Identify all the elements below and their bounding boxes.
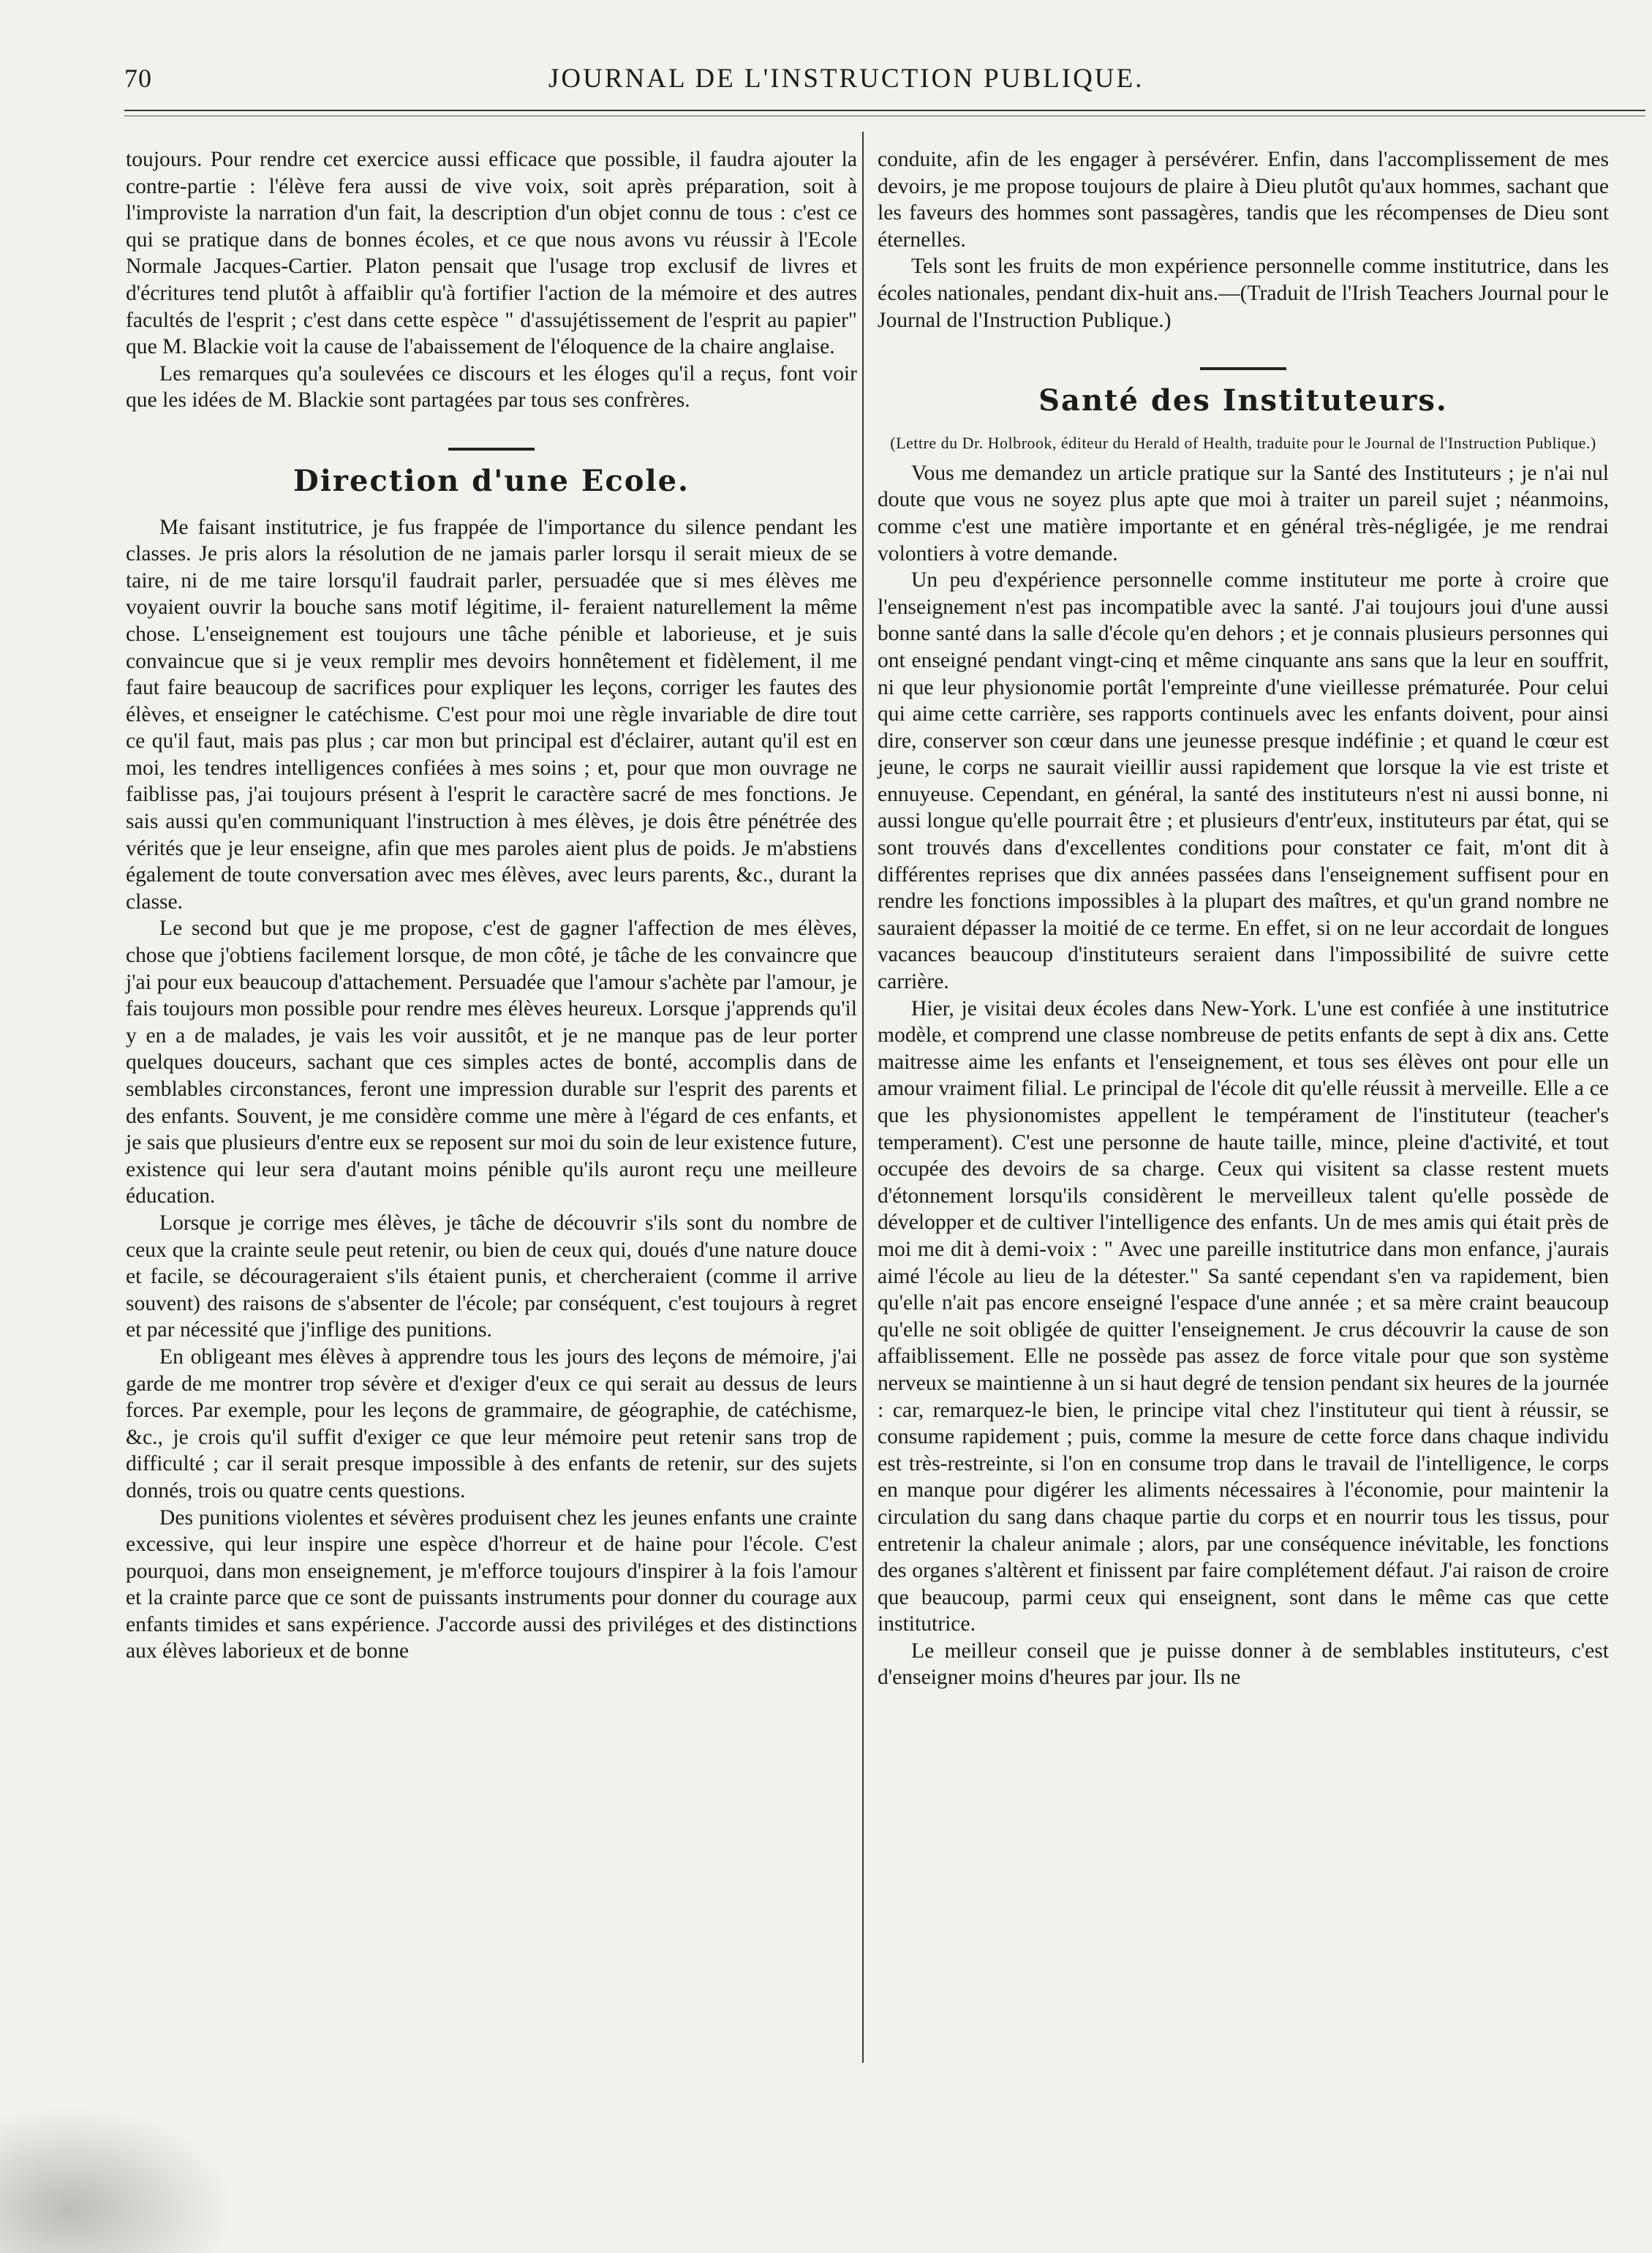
running-title: JOURNAL DE L'INSTRUCTION PUBLIQUE.: [548, 64, 1144, 94]
paragraph: conduite, afin de les engager à persévérer. Enfin, dans l'accomplissement de mes devoirs, je me propose toujours de plaire à Dieu plutôt qu'aux hommes, sachant que les faveurs des hommes sont passagères, tandis que les récompenses de Dieu sont éternelles.: [878, 148, 1609, 252]
page-number: 70: [124, 64, 152, 93]
paragraph: Un peu d'expérience personnelle comme instituteur me porte à croire que l'enseignement n'est pas incompatible avec la santé. J'ai toujours joui d'une aussi bonne santé dans la salle d'école qu'en dehors ; et je connais plusieurs personnes qui ont enseigné pendant vingt-cinq et même cinquante ans sans que la leur en souffrit, ni que leur physionomie portât l'empreinte d'une vieillesse prématurée. Pour celui qui aime cette carrière, ses rapports continuels avec les enfants doivent, pour ainsi dire, conserver son cœur dans une jeunesse presque indéfinie ; et quand le cœur est jeune, le corps ne saurait vieillir aussi rapidement que lorsque la vie est triste et ennuyeuse. Cependant, en général, la santé des instituteurs n'est ni aussi bonne, ni aussi longue qu'elle pourrait être ; et plusieurs d'entr'eux, instituteurs par état, qui se sont trouvés dans d'excellentes conditions pour constater ce fait, m'ont dit à différentes reprises que dix années passées dans l'enseignement suffisent pour en rendre les fonctions impossibles à la plupart des maîtres, et qu'un grand nombre ne sauraient dépasser la moitié de ce terme. En effet, si on ne leur accordait de longues vacances beaucoup d'instituteurs seraient dans l'impossibilité de suivre cette carrière.: [878, 568, 1609, 994]
paragraph: Me faisant institutrice, je fus frappée de l'importance du silence pendant les classes. Je pris alors la résolution de ne jamais parler lorsqu il serait mieux de se taire, ni de me taire lorsqu'il faudrait parler, persuadée que si mes élèves me voyaient ouvrir la bouche sans motif légitime, il- feraient naturellement la même chose. L'enseignement est toujours une tâche pénible et laborieuse, et je suis convaincue que si je veux remplir mes devoirs honnêtement et fidèlement, il me faut faire beaucoup de sacrifices pour expliquer les leçons, corriger les fautes des élèves, et enseigner le catéchisme. C'est pour moi une règle invariable de dire tout ce qu'il faut, mais pas plus ; car mon but principal est d'éclairer, autant qu'il est en moi, les tendres intelligences confiées à mes soins ; et, pour que mon ouvrage ne faiblisse pas, j'ai toujours présent à l'esprit le caractère sacré de mes fonctions. Je sais aussi qu'en communiquant l'instruction à mes élèves, je dois être pénétrée des vérités que je leur enseigne, afin que mes paroles aient plus de poids. Je m'abstiens également de toute conversation avec mes élèves, avec leurs parents, &c., durant la classe.: [126, 515, 857, 914]
paragraph: Tels sont les fruits de mon expérience personnelle comme institutrice, dans les écoles nationales, pendant dix-huit ans.—(Traduit de l'Irish Teachers Journal pour le Journal de l'Instruction Publique.): [878, 255, 1609, 332]
paragraph: En obligeant mes élèves à apprendre tous les jours des leçons de mémoire, j'ai garde de me montrer trop sévère et d'exiger d'eux ce qui serait au dessus de leurs forces. Par exemple, pour les leçons de grammaire, de géographie, de catéchisme, &c., je crois qu'il suffit d'exiger ce que leur mémoire peut retenir sans trop de difficulté ; car il serait presque impossible à des enfants de retenir, sur des sujets donnés, trois ou quatre cents questions.: [126, 1344, 857, 1502]
paragraph: Le second but que je me propose, c'est de gagner l'affection de mes élèves, chose que j'obtiens facilement lorsque, de mon côté, je tâche de les convaincre que j'ai pour eux beaucoup d'attachement. Persuadée que l'amour s'achète par l'amour, je fais toujours mon possible pour rendre mes élèves heureux. Lorsque j'apprends qu'il y en a de malades, je vais les voir aussitôt, et je ne manque pas de leur porter quelques douceurs, sachant que ces simples actes de bonté, accomplis dans de semblables circonstances, feront une impression durable sur l'esprit des parents et des enfants. Souvent, je me considère comme une mère à l'égard de ces enfants, et je sais que plusieurs d'entre eux se reposent sur moi du soin de leur existence future, existence qui leur sera d'autant moins pénible qu'ils auront reçu une meilleure éducation.: [126, 917, 857, 1208]
header-rule: [124, 110, 1645, 116]
right-column: [878, 146, 1609, 1691]
paragraph: Lorsque je corrige mes élèves, je tâche de découvrir s'ils sont du nombre de ceux que la crainte seule peut retenir, ou bien de ceux qui, doués d'une nature douce et facile, se décourageraient s'ils étaient punis, et chercheraient (comme il arrive souvent) des raisons de s'absenter de l'école; par conséquent, c'est toujours à regret et par nécessité que j'inflige des punitions.: [126, 1211, 857, 1342]
section-divider: [448, 448, 535, 451]
paragraph: Les remarques qu'a soulevées ce discours et les éloges qu'il a reçus, font voir que les idées de M. Blackie sont partagées par tous ses confrères.: [126, 361, 857, 413]
section-title: Santé des Instituteurs.: [1038, 383, 1448, 418]
paper-stain: [0, 2107, 234, 2253]
section-divider: [1200, 367, 1286, 370]
article-byline: (Lettre du Dr. Holbrook, éditeur du Herald of Health, traduite pour le Journal de l'Instruction Publique.): [890, 433, 1596, 452]
paragraph: toujours. Pour rendre cet exercice aussi efficace que possible, il faudra ajouter la contre-partie : l'élève fera aussi de vive voix, soit après préparation, soit à l'improviste la narration d'un fait, la description d'un objet connu de tous : c'est ce qui se pratique dans de bonnes écoles, et ce que nous avons vu réussir à l'Ecole Normale Jacques-Cartier. Platon pensait que l'usage trop exclusif de livres et d'écritures tend plutôt à affaiblir qu'à fortifier l'action de la mémoire et des autres facultés de l'esprit ; c'est dans cette espèce " d'assujétissement de l'esprit au papier" que M. Blackie voit la cause de l'abaissement de l'éloquence de la chaire anglaise.: [126, 148, 857, 359]
paragraph: Hier, je visitai deux écoles dans New-York. L'une est confiée à une institutrice modèle, et comprend une classe nombreuse de petits enfants de sept à dix ans. Cette maitresse aime les enfants et l'enseignement, et tous ses élèves ont pour elle un amour vraiment filial. Le principal de l'école dit qu'elle réussit à merveille. Elle a ce que les physionomistes appellent le tempérament de l'instituteur (teacher's temperament). C'est une personne de haute taille, mince, pleine d'activité, et tout occupée des devoirs de sa charge. Ceux qui visitent sa classe restent muets d'étonnement lorsqu'ils considèrent le merveilleux talent qu'elle possède de développer et de cultiver l'intelligence des enfants. Un de mes amis qui était près de moi me dit à demi-voix : " Avec une pareille institutrice dans mon enfance, j'aurais aimé l'école au lieu de la détester." Sa santé cependant s'en va rapidement, bien qu'elle n'ait pas encore enseigné l'espace d'une année ; et sa mère craint beaucoup qu'elle ne soit obligée de quitter l'enseignement. Je crus découvrir la cause de son affaiblissement. Elle ne possède pas assez de force vitale pour que son système nerveux se maintienne à un si haut degré de tension pendant six heures de la journée : car, remarquez-le bien, le principe vital chez l'instituteur qui tient à réussir, se consume rapidement ; puis, comme la mesure de cette force dans chaque individu est très-restreinte, si l'on en consume trop dans le travail de l'intelligence, le corps en manque pour digérer les aliments nécessaires à l'économie, pour maintenir la circulation du sang dans chaque partie du corps et en nourrir tous les tissus, pour entretenir la chaleur animale ; alors, par une conséquence inévitable, les fonctions des organes s'altèrent et finissent par faire complétement défaut. J'ai raison de croire que beaucoup, parmi ceux qui enseignent, sont dans le même cas que cette institutrice.: [878, 996, 1609, 1636]
column-divider: [862, 132, 864, 2063]
paragraph: Le meilleur conseil que je puisse donner à de semblables instituteurs, c'est d'enseigner moins d'heures par jour. Ils ne: [878, 1639, 1609, 1690]
left-column: [126, 146, 857, 1665]
page-header: [124, 57, 1645, 101]
paragraph: Des punitions violentes et sévères produisent chez les jeunes enfants une crainte excessive, qui leur inspire une espèce d'horreur et de haine pour l'école. C'est pourquoi, dans mon enseignement, je m'efforce toujours d'inspirer à la fois l'amour et la crainte parce que ce sont de puissants instruments pour donner du courage aux enfants timides et sans expérience. J'accorde aussi des priviléges et des distinctions aux élèves laborieux et de bonne: [126, 1505, 857, 1663]
section-title: Direction d'une Ecole.: [293, 463, 690, 498]
paragraph: Vous me demandez un article pratique sur la Santé des Instituteurs ; je n'ai nul doute que vous ne soyez plus apte que moi à traiter un pareil sujet ; néanmoins, comme c'est une matière importante et en général très-négligée, je me rendrai volontiers à votre demande.: [878, 461, 1609, 565]
